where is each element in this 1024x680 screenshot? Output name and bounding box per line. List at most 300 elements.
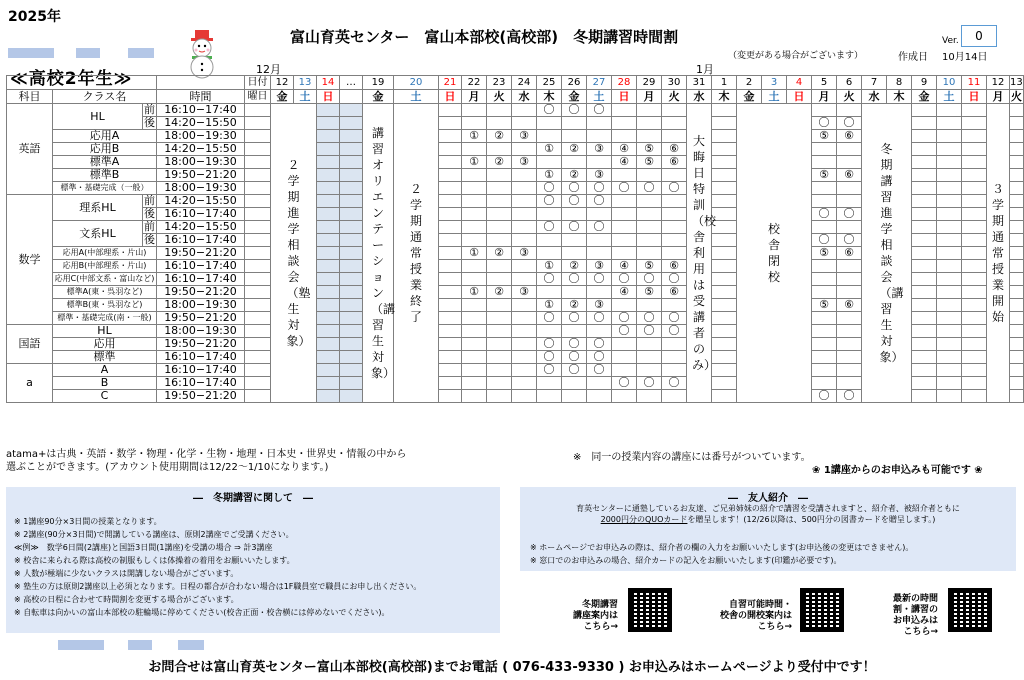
- empty-cell: [317, 169, 340, 182]
- deco-bar: [128, 640, 152, 650]
- empty-cell: [587, 247, 612, 260]
- empty-cell: [562, 390, 587, 403]
- empty-cell: [487, 325, 512, 338]
- empty-cell: [439, 247, 462, 260]
- empty-cell: [912, 286, 937, 299]
- empty-cell: [1010, 299, 1024, 312]
- class-time: 19:50−21:20: [157, 312, 245, 325]
- class-name: 標準・基礎完成(南・一般): [53, 312, 157, 325]
- empty-cell: [937, 195, 962, 208]
- empty-cell: [317, 130, 340, 143]
- empty-cell: [512, 117, 537, 130]
- empty-cell: [812, 221, 837, 234]
- empty-cell: [537, 130, 562, 143]
- empty-cell: [317, 312, 340, 325]
- weekday-cell: 木: [887, 90, 912, 104]
- weekday-cell: 土: [587, 90, 612, 104]
- empty-cell: [462, 273, 487, 286]
- empty-cell: [912, 377, 937, 390]
- session-mark: ⑥: [837, 247, 862, 260]
- class-name: 標準A(東・呉羽など): [53, 286, 157, 299]
- session-mark: 〇: [537, 273, 562, 286]
- date-cell: 1: [712, 76, 737, 90]
- empty-cell: [562, 377, 587, 390]
- empty-cell: [512, 351, 537, 364]
- empty-cell: [487, 260, 512, 273]
- session-mark: 〇: [837, 390, 862, 403]
- atama-note: atama+は古典・英語・数学・物理・化学・生物・地理・日本史・世界史・情報の中から 選ぶことができます。(アカウント使用期間は12/22～1/10になります。): [6, 449, 407, 473]
- empty-cell: [462, 169, 487, 182]
- empty-cell: [912, 234, 937, 247]
- weekday-cell: 月: [637, 90, 662, 104]
- weekday-blank: [245, 156, 271, 169]
- empty-cell: [637, 195, 662, 208]
- session-mark: 〇: [637, 182, 662, 195]
- deco-bar: [76, 48, 100, 58]
- empty-cell: [912, 312, 937, 325]
- empty-cell: [812, 325, 837, 338]
- empty-cell: [562, 234, 587, 247]
- session-mark: 〇: [837, 117, 862, 130]
- empty-cell: [317, 299, 340, 312]
- weekday-cell: 日: [317, 90, 340, 104]
- empty-cell: [537, 234, 562, 247]
- session-mark: ⑤: [812, 299, 837, 312]
- deco-bar: [8, 48, 54, 58]
- session-mark: 〇: [562, 273, 587, 286]
- empty-cell: [587, 286, 612, 299]
- session-mark: ③: [512, 247, 537, 260]
- empty-cell: [340, 247, 363, 260]
- empty-cell: [340, 260, 363, 273]
- empty-cell: [662, 104, 687, 117]
- empty-cell: [562, 208, 587, 221]
- session-mark: ②: [487, 247, 512, 260]
- list-item: ※ 2講座(90分×3日間)で開講している講座は、原則2講座でご受講ください。: [14, 530, 294, 539]
- empty-cell: [662, 247, 687, 260]
- empty-cell: [612, 104, 637, 117]
- empty-cell: [712, 299, 737, 312]
- weekday-cell: 金: [737, 90, 762, 104]
- empty-cell: [662, 221, 687, 234]
- empty-cell: [487, 273, 512, 286]
- empty-cell: [317, 208, 340, 221]
- session-mark: 〇: [637, 312, 662, 325]
- empty-cell: [912, 221, 937, 234]
- session-mark: 〇: [562, 221, 587, 234]
- date-cell: 29: [637, 76, 662, 90]
- empty-cell: [562, 117, 587, 130]
- empty-cell: [837, 104, 862, 117]
- date-cell: 4: [787, 76, 812, 90]
- empty-cell: [912, 390, 937, 403]
- date-cell: 27: [587, 76, 612, 90]
- subject-a: a: [7, 364, 53, 403]
- empty-cell: [512, 273, 537, 286]
- session-mark: ③: [587, 169, 612, 182]
- empty-cell: [512, 234, 537, 247]
- session-mark: 〇: [812, 390, 837, 403]
- class-name: 文系HL: [53, 221, 143, 247]
- empty-cell: [317, 338, 340, 351]
- empty-cell: [537, 286, 562, 299]
- empty-cell: [487, 390, 512, 403]
- subject-english: 英語: [7, 104, 53, 195]
- empty-cell: [662, 117, 687, 130]
- empty-cell: [662, 195, 687, 208]
- weekday-cell: 木: [712, 90, 737, 104]
- empty-cell: [837, 273, 862, 286]
- table-row: [7, 104, 1024, 117]
- friend-intro-list: [530, 541, 913, 567]
- empty-cell: [937, 130, 962, 143]
- empty-cell: [812, 195, 837, 208]
- empty-cell: [662, 130, 687, 143]
- session-mark: 〇: [537, 338, 562, 351]
- weekday-label: 曜日: [245, 90, 271, 104]
- empty-cell: [317, 377, 340, 390]
- session-mark: ⑤: [637, 286, 662, 299]
- weekday-cell: [340, 90, 363, 104]
- empty-cell: [439, 299, 462, 312]
- session-mark: ⑤: [812, 247, 837, 260]
- weekday-cell: 火: [1010, 89, 1022, 103]
- empty-cell: [937, 104, 962, 117]
- empty-cell: [487, 377, 512, 390]
- empty-cell: [662, 169, 687, 182]
- empty-cell: [462, 117, 487, 130]
- session-mark: 〇: [612, 377, 637, 390]
- empty-cell: [1010, 325, 1024, 338]
- session-mark: 〇: [537, 312, 562, 325]
- empty-cell: [937, 143, 962, 156]
- session-mark: ④: [612, 286, 637, 299]
- class-time: 16:10−17:40: [157, 273, 245, 286]
- page-title: 富山育英センター 富山本部校(高校部) 冬期講習時間割: [290, 28, 679, 46]
- session-mark: ③: [587, 260, 612, 273]
- class-time: 19:50−21:20: [157, 247, 245, 260]
- class-part: 後: [144, 207, 155, 220]
- weekday-cell: 土: [762, 90, 787, 104]
- empty-cell: [1010, 221, 1024, 234]
- session-mark: 〇: [587, 221, 612, 234]
- empty-cell: [662, 351, 687, 364]
- session-mark: 〇: [562, 338, 587, 351]
- empty-cell: [562, 286, 587, 299]
- empty-cell: [812, 156, 837, 169]
- empty-cell: [512, 195, 537, 208]
- empty-cell: [912, 156, 937, 169]
- class-time: 16:10−17:40: [157, 234, 245, 247]
- session-mark: 〇: [562, 104, 587, 117]
- class-time: 16:10−17:40: [157, 208, 245, 221]
- empty-cell: [962, 130, 987, 143]
- session-mark: ⑤: [637, 260, 662, 273]
- empty-cell: [912, 299, 937, 312]
- empty-cell: [937, 390, 962, 403]
- empty-cell: [612, 208, 637, 221]
- empty-cell: [637, 364, 662, 377]
- weekday-cell: 日: [962, 90, 987, 104]
- weekday-blank: [245, 221, 271, 234]
- year: 2025年: [8, 9, 61, 25]
- weekday-cell: 月: [987, 90, 1010, 104]
- empty-cell: [340, 182, 363, 195]
- qr-code-apply[interactable]: [948, 588, 992, 632]
- session-mark: 〇: [662, 377, 687, 390]
- empty-cell: [837, 286, 862, 299]
- weekday-cell: 日: [439, 90, 462, 104]
- empty-cell: [912, 169, 937, 182]
- empty-cell: [812, 351, 837, 364]
- class-time: 19:50−21:20: [157, 338, 245, 351]
- empty-cell: [317, 234, 340, 247]
- empty-cell: [462, 104, 487, 117]
- date-cell: 11: [962, 76, 987, 90]
- empty-cell: [439, 208, 462, 221]
- col-time: 時間: [157, 90, 245, 104]
- empty-cell: [962, 169, 987, 182]
- empty-cell: [712, 377, 737, 390]
- empty-cell: [439, 130, 462, 143]
- empty-cell: [662, 299, 687, 312]
- qr-code-course[interactable]: [628, 588, 672, 632]
- empty-cell: [487, 208, 512, 221]
- session-mark: ①: [462, 286, 487, 299]
- empty-cell: [937, 247, 962, 260]
- qr-label-apply: 最新の時間 割・講習の お申込みは こちら→: [892, 594, 938, 637]
- session-mark: ③: [587, 143, 612, 156]
- weekday-blank: [245, 351, 271, 364]
- empty-cell: [612, 351, 637, 364]
- session-mark: ④: [612, 143, 637, 156]
- session-mark: 〇: [612, 325, 637, 338]
- date-cell: 8: [887, 76, 912, 90]
- session-mark: 〇: [562, 195, 587, 208]
- empty-cell: [317, 260, 340, 273]
- empty-cell: [912, 325, 937, 338]
- empty-cell: [912, 195, 937, 208]
- weekday-cell: 金: [912, 90, 937, 104]
- empty-cell: [340, 117, 363, 130]
- empty-cell: [962, 221, 987, 234]
- class-part: 後: [144, 116, 155, 129]
- class-time: 14:20−15:50: [157, 221, 245, 234]
- version-label: Ver.: [942, 36, 959, 46]
- class-time: 18:00−19:30: [157, 156, 245, 169]
- session-mark: ②: [562, 169, 587, 182]
- empty-cell: [439, 169, 462, 182]
- empty-cell: [439, 390, 462, 403]
- empty-cell: [340, 221, 363, 234]
- session-mark: 〇: [587, 364, 612, 377]
- empty-cell: [962, 234, 987, 247]
- qr-code-study[interactable]: [800, 588, 844, 632]
- empty-cell: [937, 364, 962, 377]
- event-v7: ３学期通常授業開始: [987, 104, 1010, 403]
- footer-contact: お問合せは富山育英センター富山本部校(高校部)までお電話 ( 076-433-9330 ) お申込みはホームページより受付中です！: [148, 660, 876, 675]
- empty-cell: [962, 312, 987, 325]
- subject-math: 数学: [7, 195, 53, 325]
- empty-cell: [837, 143, 862, 156]
- empty-cell: [962, 195, 987, 208]
- empty-cell: [912, 208, 937, 221]
- empty-cell: [637, 299, 662, 312]
- empty-cell: [937, 234, 962, 247]
- friend-intro-title: ― 友人紹介 ―: [728, 493, 808, 504]
- empty-cell: [937, 338, 962, 351]
- empty-cell: [462, 260, 487, 273]
- date-cell: 22: [462, 76, 487, 90]
- class-name: B: [53, 377, 157, 390]
- class-name: 標準・基礎完成（一般）: [53, 182, 157, 195]
- session-mark: 〇: [562, 182, 587, 195]
- session-mark: 〇: [562, 351, 587, 364]
- empty-cell: [962, 182, 987, 195]
- date-cell: 13: [294, 76, 317, 90]
- empty-cell: [962, 299, 987, 312]
- session-mark: ①: [462, 156, 487, 169]
- empty-cell: [340, 195, 363, 208]
- empty-cell: [1010, 390, 1024, 403]
- empty-cell: [462, 390, 487, 403]
- weekday-blank: [245, 247, 271, 260]
- empty-cell: [462, 182, 487, 195]
- empty-cell: [512, 104, 537, 117]
- empty-cell: [462, 208, 487, 221]
- empty-cell: [712, 195, 737, 208]
- session-mark: 〇: [837, 208, 862, 221]
- empty-cell: [462, 351, 487, 364]
- empty-cell: [587, 130, 612, 143]
- empty-cell: [317, 351, 340, 364]
- empty-cell: [612, 117, 637, 130]
- empty-cell: [637, 221, 662, 234]
- empty-cell: [487, 299, 512, 312]
- empty-cell: [1010, 234, 1024, 247]
- empty-cell: [439, 312, 462, 325]
- empty-cell: [937, 299, 962, 312]
- empty-cell: [637, 208, 662, 221]
- weekday-blank: [245, 273, 271, 286]
- empty-cell: [487, 104, 512, 117]
- winter-info-box: [6, 487, 500, 633]
- empty-cell: [1010, 377, 1024, 390]
- session-mark: ④: [612, 260, 637, 273]
- session-mark: 〇: [587, 195, 612, 208]
- deco-bar: [178, 640, 204, 650]
- session-mark: 〇: [587, 104, 612, 117]
- header-blank: [157, 76, 245, 90]
- empty-cell: [712, 312, 737, 325]
- empty-cell: [612, 234, 637, 247]
- empty-cell: [587, 156, 612, 169]
- version-value: 0: [961, 25, 997, 47]
- empty-cell: [340, 351, 363, 364]
- empty-cell: [812, 260, 837, 273]
- empty-cell: [962, 351, 987, 364]
- header-blank: [7, 76, 157, 90]
- class-name: 標準A: [53, 156, 157, 169]
- empty-cell: [439, 286, 462, 299]
- empty-cell: [340, 299, 363, 312]
- session-mark: ⑥: [662, 286, 687, 299]
- empty-cell: [512, 325, 537, 338]
- weekday-blank: [245, 195, 271, 208]
- list-item: ※ 1講座90分×3日間の授業となります。: [14, 517, 162, 526]
- session-mark: 〇: [537, 195, 562, 208]
- session-mark: ②: [487, 130, 512, 143]
- qr-label-study: 自習可能時間・ 校舎の開校案内は こちら→: [719, 600, 792, 632]
- empty-cell: [537, 156, 562, 169]
- empty-cell: [562, 156, 587, 169]
- session-mark: 〇: [537, 182, 562, 195]
- empty-cell: [912, 260, 937, 273]
- date-cell: 19: [363, 76, 394, 90]
- empty-cell: [512, 338, 537, 351]
- empty-cell: [487, 234, 512, 247]
- empty-cell: [512, 208, 537, 221]
- list-item: ※ 窓口でのお申込みの場合、紹介カードの記入をお願いいたします(印鑑が必要です)。: [530, 556, 842, 565]
- date-cell: 10: [937, 76, 962, 90]
- date-cell: 9: [912, 76, 937, 90]
- empty-cell: [340, 208, 363, 221]
- empty-cell: [712, 104, 737, 117]
- empty-cell: [340, 273, 363, 286]
- empty-cell: [912, 130, 937, 143]
- empty-cell: [837, 156, 862, 169]
- empty-cell: [937, 260, 962, 273]
- empty-cell: [962, 364, 987, 377]
- date-cell: 12: [271, 76, 294, 90]
- empty-cell: [512, 377, 537, 390]
- empty-cell: [512, 169, 537, 182]
- empty-cell: [340, 234, 363, 247]
- friend-intro-box: [520, 487, 1016, 571]
- empty-cell: [712, 260, 737, 273]
- class-name: 標準B: [53, 169, 157, 182]
- empty-cell: [587, 390, 612, 403]
- empty-cell: [462, 234, 487, 247]
- class-name: 応用A(中部理系・片山): [53, 247, 157, 260]
- weekday-blank: [245, 299, 271, 312]
- empty-cell: [512, 143, 537, 156]
- weekday-blank: [245, 130, 271, 143]
- empty-cell: [1010, 351, 1024, 364]
- empty-cell: [317, 104, 340, 117]
- empty-cell: [340, 143, 363, 156]
- created-date: 作成日 10月14日: [898, 52, 988, 63]
- session-mark: 〇: [612, 273, 637, 286]
- grade-title: ≪高校2年生≫: [10, 69, 133, 89]
- empty-cell: [340, 312, 363, 325]
- session-mark: ①: [537, 260, 562, 273]
- class-time: 14:20−15:50: [157, 117, 245, 130]
- empty-cell: [340, 377, 363, 390]
- empty-cell: [487, 182, 512, 195]
- session-mark: ③: [512, 156, 537, 169]
- empty-cell: [612, 299, 637, 312]
- weekday-cell: 火: [837, 90, 862, 104]
- empty-cell: [912, 273, 937, 286]
- session-mark: ⑥: [662, 143, 687, 156]
- empty-cell: [439, 364, 462, 377]
- empty-cell: [512, 390, 537, 403]
- session-mark: 〇: [662, 325, 687, 338]
- session-mark: ①: [537, 299, 562, 312]
- empty-cell: [462, 143, 487, 156]
- empty-cell: [962, 286, 987, 299]
